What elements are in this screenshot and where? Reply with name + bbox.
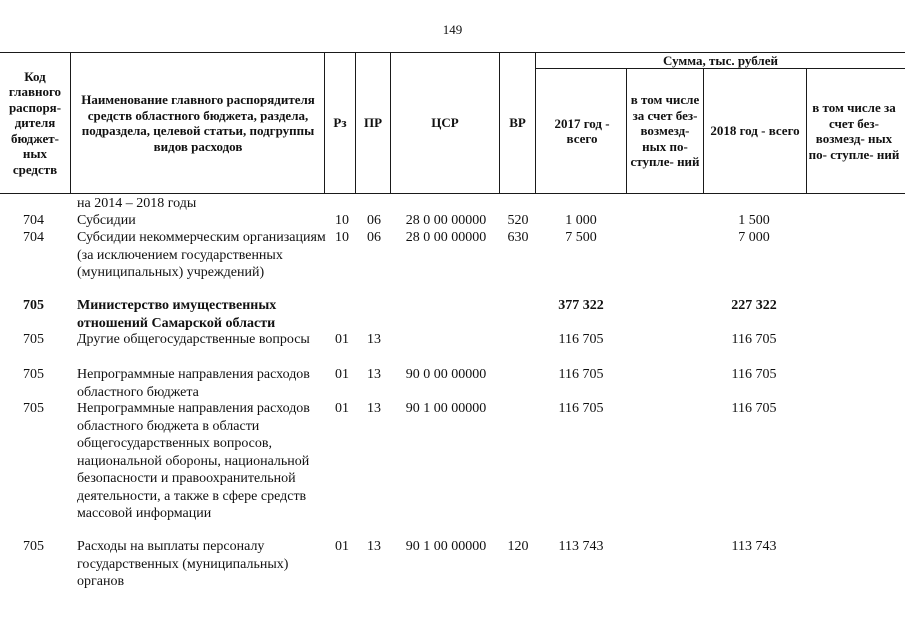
cell-rz: 10 <box>335 213 349 228</box>
header-2018-total: 2018 год - всего <box>710 123 800 139</box>
cell-name: Непрограммные направления расходов областного бюджета в области общегосударственных вопросов, национальной обороны, национальной безопасности и правоохранительной деятельности, а также в сфере средств массовой информации <box>77 401 310 521</box>
col-divider <box>70 52 71 194</box>
cell-code: 705 <box>23 298 44 313</box>
cell-csr: 28 0 00 00000 <box>405 230 487 245</box>
header-vr: ВР <box>509 115 526 131</box>
header-rz: Рз <box>333 115 347 131</box>
page-number: 149 <box>442 22 463 37</box>
cell-2018-total: 113 743 <box>731 539 777 554</box>
col-divider <box>535 52 536 194</box>
header-csr: ЦСР <box>431 115 459 131</box>
cell-2017-total: 1 000 <box>565 213 597 228</box>
cell-2018-total: 227 322 <box>731 298 777 313</box>
cell-2018-total: 116 705 <box>731 332 777 347</box>
col-divider <box>703 68 704 194</box>
cell-vr: 630 <box>507 230 529 245</box>
cell-rz: 01 <box>335 367 349 382</box>
header-pr: ПР <box>363 115 383 131</box>
cell-name: Другие общегосударственные вопросы <box>77 332 310 347</box>
cell-code: 705 <box>23 539 44 554</box>
cell-name: Субсидии <box>77 213 136 228</box>
cell-2017-total: 7 500 <box>565 230 597 245</box>
cell-2018-total: 116 705 <box>731 367 777 382</box>
cell-rz: 01 <box>335 332 349 347</box>
cell-rz: 01 <box>335 539 349 554</box>
cell-2017-total: 377 322 <box>558 298 604 313</box>
cell-csr: 90 1 00 00000 <box>405 401 487 416</box>
cell-csr: 90 1 00 00000 <box>405 539 487 554</box>
cell-pr: 13 <box>367 401 381 416</box>
cell-pr: 13 <box>367 539 381 554</box>
cell-name: на 2014 – 2018 годы <box>77 196 197 211</box>
cell-2018-total: 116 705 <box>731 401 777 416</box>
header-name: Наименование главного распорядителя средств областного бюджета, раздела, подраздела, целевой статьи, подгруппы видов расходов <box>81 92 315 154</box>
cell-2017-total: 113 743 <box>558 539 604 554</box>
cell-csr: 90 0 00 00000 <box>405 367 487 382</box>
header-2018-free: в том числе за счет без- возмезд- ных по- ступле- ний <box>808 100 900 162</box>
cell-rz: 10 <box>335 230 349 245</box>
cell-name: Субсидии некоммерческим организациям (за исключением государственных (муниципальных) учреждений) <box>77 230 326 280</box>
header-2017-total: 2017 год - всего <box>554 115 610 146</box>
cell-2018-total: 1 500 <box>738 213 770 228</box>
cell-name: Непрограммные направления расходов областного бюджета <box>77 367 310 400</box>
cell-2017-total: 116 705 <box>558 367 604 382</box>
cell-vr: 520 <box>507 213 529 228</box>
header-2017-free: в том числе за счет без- возмезд- ных по- ступле- ний <box>630 92 700 170</box>
col-divider <box>806 68 807 194</box>
cell-code: 705 <box>23 401 44 416</box>
cell-name: Расходы на выплаты персоналу государственных (муниципальных) органов <box>77 539 289 589</box>
cell-pr: 13 <box>367 332 381 347</box>
col-divider <box>626 68 627 194</box>
cell-vr: 120 <box>507 539 529 554</box>
cell-rz: 01 <box>335 401 349 416</box>
cell-csr: 28 0 00 00000 <box>405 213 487 228</box>
cell-2017-total: 116 705 <box>558 332 604 347</box>
cell-pr: 06 <box>367 213 381 228</box>
cell-code: 705 <box>23 367 44 382</box>
cell-code: 704 <box>23 213 44 228</box>
cell-code: 705 <box>23 332 44 347</box>
cell-pr: 06 <box>367 230 381 245</box>
cell-2018-total: 7 000 <box>738 230 770 245</box>
header-sum: Сумма, тыс. рублей <box>663 52 778 68</box>
header-code: Код главного распоря- дителя бюджет- ных средств <box>8 68 62 177</box>
cell-code: 704 <box>23 230 44 245</box>
cell-name: Министерство имущественных отношений Самарской области <box>77 298 277 331</box>
cell-2017-total: 116 705 <box>558 401 604 416</box>
cell-pr: 13 <box>367 367 381 382</box>
table-header <box>0 52 905 194</box>
header-bottom-rule <box>0 193 905 194</box>
